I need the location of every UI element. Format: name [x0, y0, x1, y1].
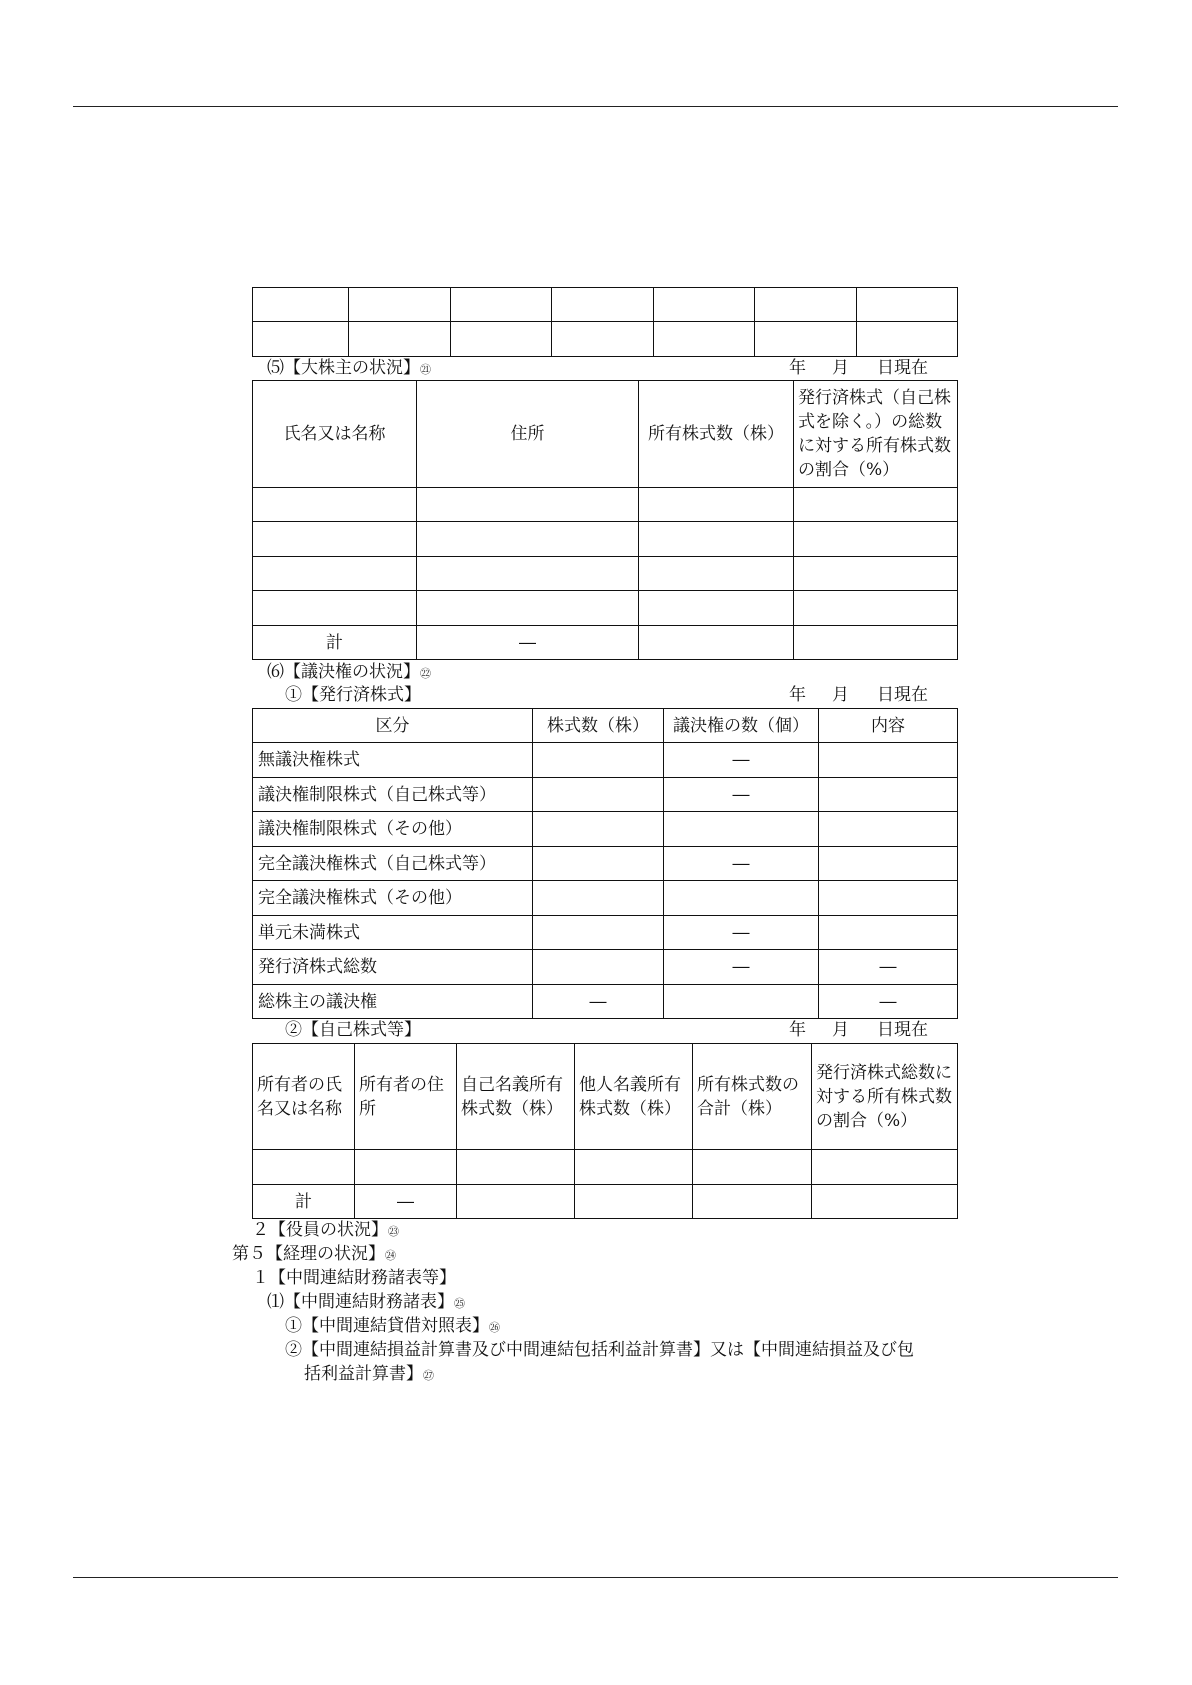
- header-cell: 区分: [253, 709, 533, 743]
- table-row: [253, 591, 958, 626]
- as-of-month: 月: [832, 685, 849, 705]
- shares-cell: [533, 950, 664, 985]
- note-marker: ㉕: [454, 1297, 465, 1310]
- content-cell: [819, 812, 958, 847]
- votes-cell: ―: [664, 847, 819, 881]
- table-row: [253, 488, 958, 522]
- header-cell: 内容: [819, 709, 958, 743]
- section-title: ①【中間連結貸借対照表】: [285, 1316, 489, 1336]
- votes-cell: ―: [664, 778, 819, 812]
- major-shareholders-title: ⑸【大株主の状況】: [267, 358, 420, 378]
- total-row: [253, 1185, 958, 1219]
- content-cell: [819, 778, 958, 812]
- table-row: [253, 557, 958, 591]
- row-label: 完全議決権株式（その他）: [253, 881, 533, 916]
- header-cell: 発行済株式（自己株式を除く。）の総数に対する所有株式数の割合（%）: [794, 381, 958, 488]
- content-cell: ―: [819, 985, 958, 1019]
- header-cell: 所有者の氏名又は名称: [253, 1044, 355, 1150]
- shares-cell: [533, 778, 664, 812]
- note-marker: ㉖: [489, 1321, 500, 1334]
- major-shareholders-table: [252, 380, 958, 660]
- as-of-year: 年: [789, 1020, 806, 1040]
- row-label: 完全議決権株式（自己株式等）: [253, 847, 533, 881]
- as-of-day: 日現在: [877, 1020, 928, 1040]
- content-cell: [819, 847, 958, 881]
- table-row: [253, 950, 958, 985]
- as-of-month: 月: [832, 1020, 849, 1040]
- header-cell: 所有株式数（株）: [639, 381, 794, 488]
- header-cell: 住所: [417, 381, 639, 488]
- income-statement-heading-cont: [304, 1363, 434, 1387]
- interim-fs-heading: １【中間連結財務諸表等】: [252, 1268, 456, 1288]
- table-row: [253, 847, 958, 881]
- section-title: ２【役員の状況】: [252, 1220, 388, 1240]
- note-marker: ㉓: [388, 1225, 399, 1238]
- header-cell: 他人名義所有株式数（株）: [575, 1044, 693, 1150]
- row-label: 議決権制限株式（自己株式等）: [253, 778, 533, 812]
- header-cell: 議決権の数（個）: [664, 709, 819, 743]
- header-cell: 発行済株式総数に対する所有株式数の割合（%）: [812, 1044, 958, 1150]
- issued-shares-table: [252, 708, 958, 1019]
- balance-sheet-heading: [285, 1315, 500, 1339]
- table-row: [253, 812, 958, 847]
- content-cell: ―: [819, 950, 958, 985]
- row-label: 無議決権株式: [253, 743, 533, 778]
- header-cell: 株式数（株）: [533, 709, 664, 743]
- continued-table: [252, 287, 958, 357]
- header-rule: [73, 106, 1118, 107]
- table-header-row: [253, 709, 958, 743]
- treasury-shares-heading: ②【自己株式等】: [285, 1020, 421, 1040]
- as-of-date-5: [789, 357, 949, 379]
- as-of-day: 日現在: [877, 685, 928, 705]
- header-cell: 所有者の住所: [355, 1044, 457, 1150]
- row-label: 議決権制限株式（その他）: [253, 812, 533, 847]
- header-cell: 氏名又は名称: [253, 381, 417, 488]
- note-marker: ㉑: [420, 363, 431, 376]
- row-label: 総株主の議決権: [253, 985, 533, 1019]
- total-row: [253, 626, 958, 660]
- as-of-year: 年: [789, 685, 806, 705]
- dash-cell: ―: [417, 626, 639, 660]
- interim-fs-list-heading: [267, 1291, 465, 1315]
- section-title: 括利益計算書】: [304, 1364, 423, 1384]
- content-cell: [819, 916, 958, 950]
- shares-cell: [533, 743, 664, 778]
- shares-cell: ―: [533, 985, 664, 1019]
- shares-cell: [533, 812, 664, 847]
- officers-heading: [252, 1219, 399, 1243]
- shares-cell: [533, 916, 664, 950]
- total-label: 計: [253, 626, 417, 660]
- row-label: 発行済株式総数: [253, 950, 533, 985]
- table-row: [253, 522, 958, 557]
- voting-rights-title: ⑹【議決権の状況】: [267, 662, 420, 682]
- table-header-row: [253, 381, 958, 488]
- table-row: [253, 916, 958, 950]
- votes-cell: ―: [664, 743, 819, 778]
- as-of-year: 年: [789, 358, 806, 378]
- section-title: 第５【経理の状況】: [232, 1244, 385, 1264]
- as-of-date-6-1: [789, 684, 949, 706]
- treasury-shares-table: [252, 1043, 958, 1219]
- shares-cell: [533, 847, 664, 881]
- header-cell: 所有株式数の合計（株）: [693, 1044, 812, 1150]
- header-cell: 自己名義所有株式数（株）: [457, 1044, 575, 1150]
- content-cell: [819, 881, 958, 916]
- table-row: [253, 743, 958, 778]
- dash-cell: ―: [355, 1185, 457, 1219]
- as-of-month: 月: [832, 358, 849, 378]
- table-header-row: [253, 1044, 958, 1150]
- note-marker: ㉔: [385, 1249, 396, 1262]
- content-cell: [819, 743, 958, 778]
- table-row: [253, 778, 958, 812]
- accounting-heading: [232, 1243, 396, 1267]
- votes-cell: ―: [664, 950, 819, 985]
- section-title: ⑴【中間連結財務諸表】: [267, 1292, 454, 1312]
- votes-cell: [664, 985, 819, 1019]
- total-label: 計: [253, 1185, 355, 1219]
- income-statement-heading: ②【中間連結損益計算書及び中間連結包括利益計算書】又は【中間連結損益及び包: [285, 1340, 914, 1360]
- votes-cell: ―: [664, 916, 819, 950]
- as-of-day: 日現在: [877, 358, 928, 378]
- table-row: [253, 881, 958, 916]
- table-row: [253, 985, 958, 1019]
- note-marker: ㉒: [420, 667, 431, 680]
- voting-rights-heading: [267, 661, 431, 685]
- votes-cell: [664, 881, 819, 916]
- note-marker: ㉗: [423, 1369, 434, 1382]
- shares-cell: [533, 881, 664, 916]
- table-row: [253, 1150, 958, 1185]
- row-label: 単元未満株式: [253, 916, 533, 950]
- footer-rule: [73, 1577, 1118, 1578]
- major-shareholders-heading: [267, 357, 431, 381]
- issued-shares-heading: ①【発行済株式】: [285, 685, 421, 705]
- votes-cell: [664, 812, 819, 847]
- as-of-date-6-2: [789, 1019, 949, 1041]
